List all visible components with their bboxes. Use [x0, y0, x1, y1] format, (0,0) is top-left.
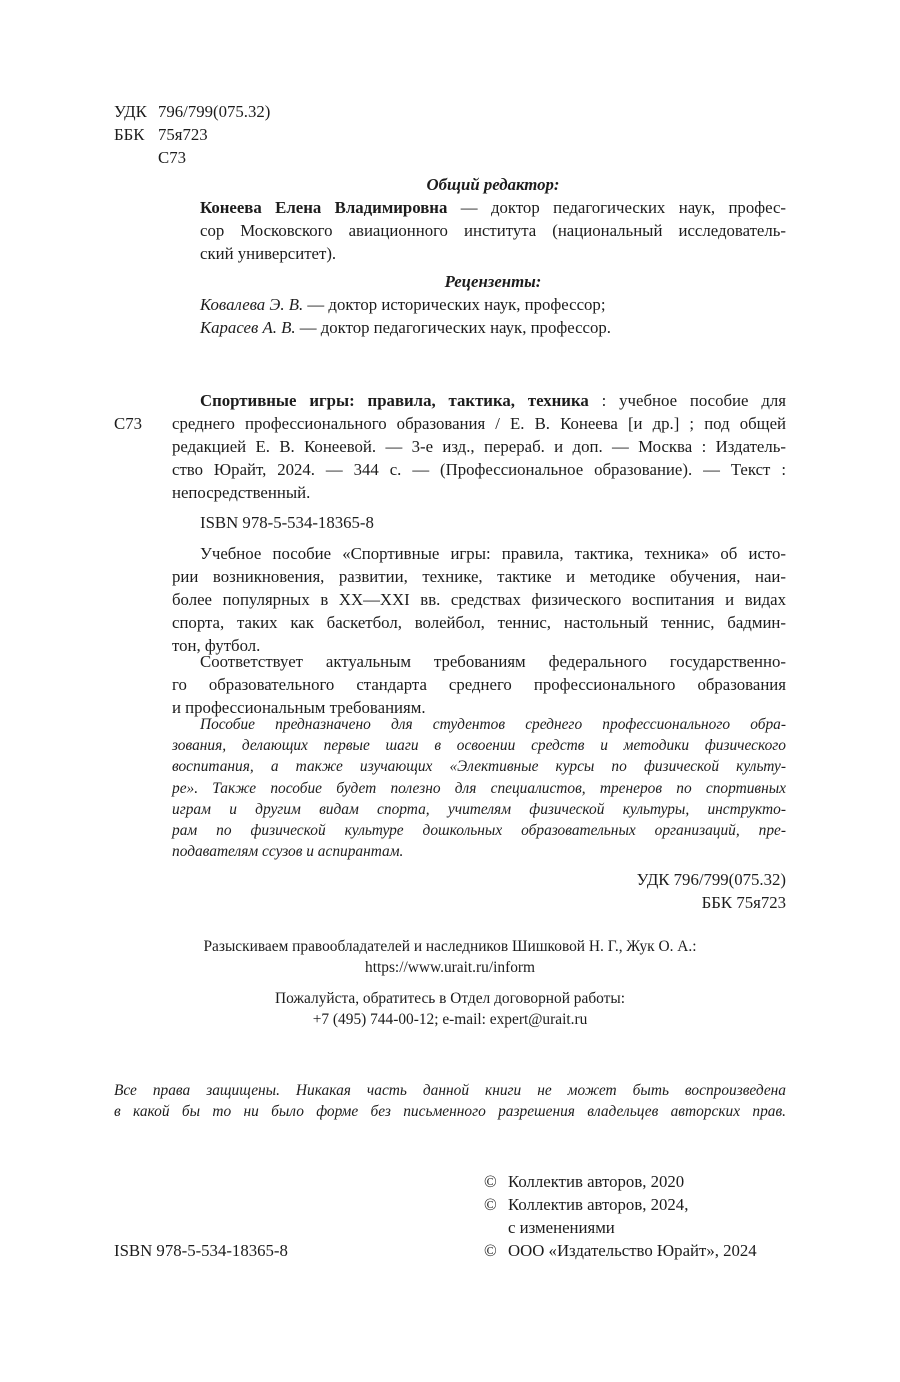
annotation-line: спорта, таких как баскетбол, волейбол, теннис, настольный теннис, бадмин- — [172, 613, 786, 632]
rights-line: в какой бы то ни было форме без письменного разрешения владельцев авторских прав. — [114, 1103, 786, 1121]
editor-line: сор Московского авиационного института (национальный исследователь- — [200, 221, 786, 240]
annotation-line: подавателям ссузов и аспирантам. — [172, 843, 404, 861]
reviewer-name: Карасев А. В. — [200, 318, 296, 337]
copyright-text: Коллектив авторов, 2020 — [508, 1172, 685, 1191]
editor-text — [200, 196, 786, 219]
reviewer-item — [200, 316, 611, 339]
annotation-line: и профессиональным требованиям. — [172, 698, 426, 717]
bibliography-line: Спортивные игры: правила, тактика, техника : учебное пособие для — [200, 391, 786, 410]
annotation-line: рии возникновения, развитии, технике, тактике и методике обучения, наи- — [172, 567, 786, 586]
annotation-line: воспитания, а также изучающих «Элективные курсы по физической культу- — [172, 758, 786, 776]
reviewer-name: Ковалева Э. В. — [200, 295, 304, 314]
notice-contact-line: Пожалуйста, обратитесь в Отдел договорной работы: — [274, 990, 626, 1007]
editor-line: Конеева Елена Владимировна — доктор педагогических наук, профес- — [200, 198, 786, 217]
bottom-isbn: ISBN 978-5-534-18365-8 — [114, 1241, 288, 1260]
rights-line: Все права защищены. Никакая часть данной книги не может быть воспроизведена — [114, 1082, 786, 1099]
footer-udk: УДК 796/799(075.32) — [636, 870, 786, 889]
annotation-line: Пособие предназначено для студентов среднего профессионального обра- — [200, 716, 786, 733]
udk-value: 796/799(075.32) — [158, 102, 271, 121]
copyright-text: ООО «Издательство Юрайт», 2024 — [508, 1241, 757, 1260]
reviewer-desc: — доктор исторических наук, профессор; — [303, 295, 606, 314]
bibliography-line: ство Юрайт, 2024. — 344 с. — (Профессиональное образование). — Текст : — [172, 460, 786, 479]
bibliography-line: редакцией Е. В. Конеевой. — 3-е изд., перераб. и доп. — Москва : Издатель- — [172, 437, 786, 456]
footer-bbk: ББК 75я723 — [701, 893, 786, 912]
copyright-symbol: © — [484, 1172, 497, 1191]
annotation-line: рам по физической культуре дошкольных образовательных организаций, пре- — [172, 822, 786, 839]
bibliography-side-mark: С73 — [114, 414, 142, 433]
bibliography-line: среднего профессионального образования / Е. В. Конеева [и др.] ; под общей — [172, 414, 786, 433]
reviewers-heading: Рецензенты: — [444, 272, 542, 291]
copyright-symbol: © — [484, 1195, 497, 1214]
copyright-text: Коллектив авторов, 2024, — [508, 1195, 689, 1214]
copyright-text: с изменениями — [508, 1218, 615, 1237]
notice-search-line: Разыскиваем правообладателей и наследников Шишковой Н. Г., Жук О. А.: — [203, 938, 697, 955]
notice-contact-details: +7 (495) 744-00-12; e-mail: expert@urait.ru — [312, 1011, 588, 1028]
isbn-line: ISBN 978-5-534-18365-8 — [200, 513, 374, 532]
annotation-line: Учебное пособие «Спортивные игры: правила, тактика, техника» об исто- — [200, 544, 786, 563]
bbk-value: 75я723 — [158, 125, 208, 144]
udk-label: УДК — [114, 102, 147, 121]
annotation-line: го образовательного стандарта среднего профессионального образования — [172, 675, 786, 694]
annotation-line: зования, делающих первые шаги в освоении средств и методики физического — [172, 737, 786, 755]
reviewer-desc: — доктор педагогических наук, профессор. — [295, 318, 611, 337]
bbk-label: ББК — [114, 125, 145, 144]
copyright-symbol: © — [484, 1241, 497, 1260]
book-title: Спортивные игры: правила, тактика, техника — [200, 391, 589, 410]
editor-line: ский университет). — [200, 244, 337, 263]
annotation-line: тон, футбол. — [172, 636, 261, 655]
editor-heading: Общий редактор: — [426, 175, 560, 194]
annotation-line: Соответствует актуальным требованиям федерального государственно- — [200, 652, 786, 671]
annotation-line: ре». Также пособие будет полезно для специалистов, тренеров по спортивных — [172, 779, 786, 797]
author-mark: С73 — [158, 148, 186, 167]
annotation-line: играм и другим видам спорта, учителям физической культуры, инструкто- — [172, 800, 786, 818]
annotation-line: более популярных в XX—XXI вв. средствах физического воспитания и видах — [172, 590, 786, 609]
editor-name: Конеева Елена Владимировна — [200, 198, 448, 217]
bibliography-line: непосредственный. — [172, 483, 311, 502]
reviewer-item — [200, 293, 606, 316]
notice-url: https://www.urait.ru/inform — [365, 959, 535, 976]
